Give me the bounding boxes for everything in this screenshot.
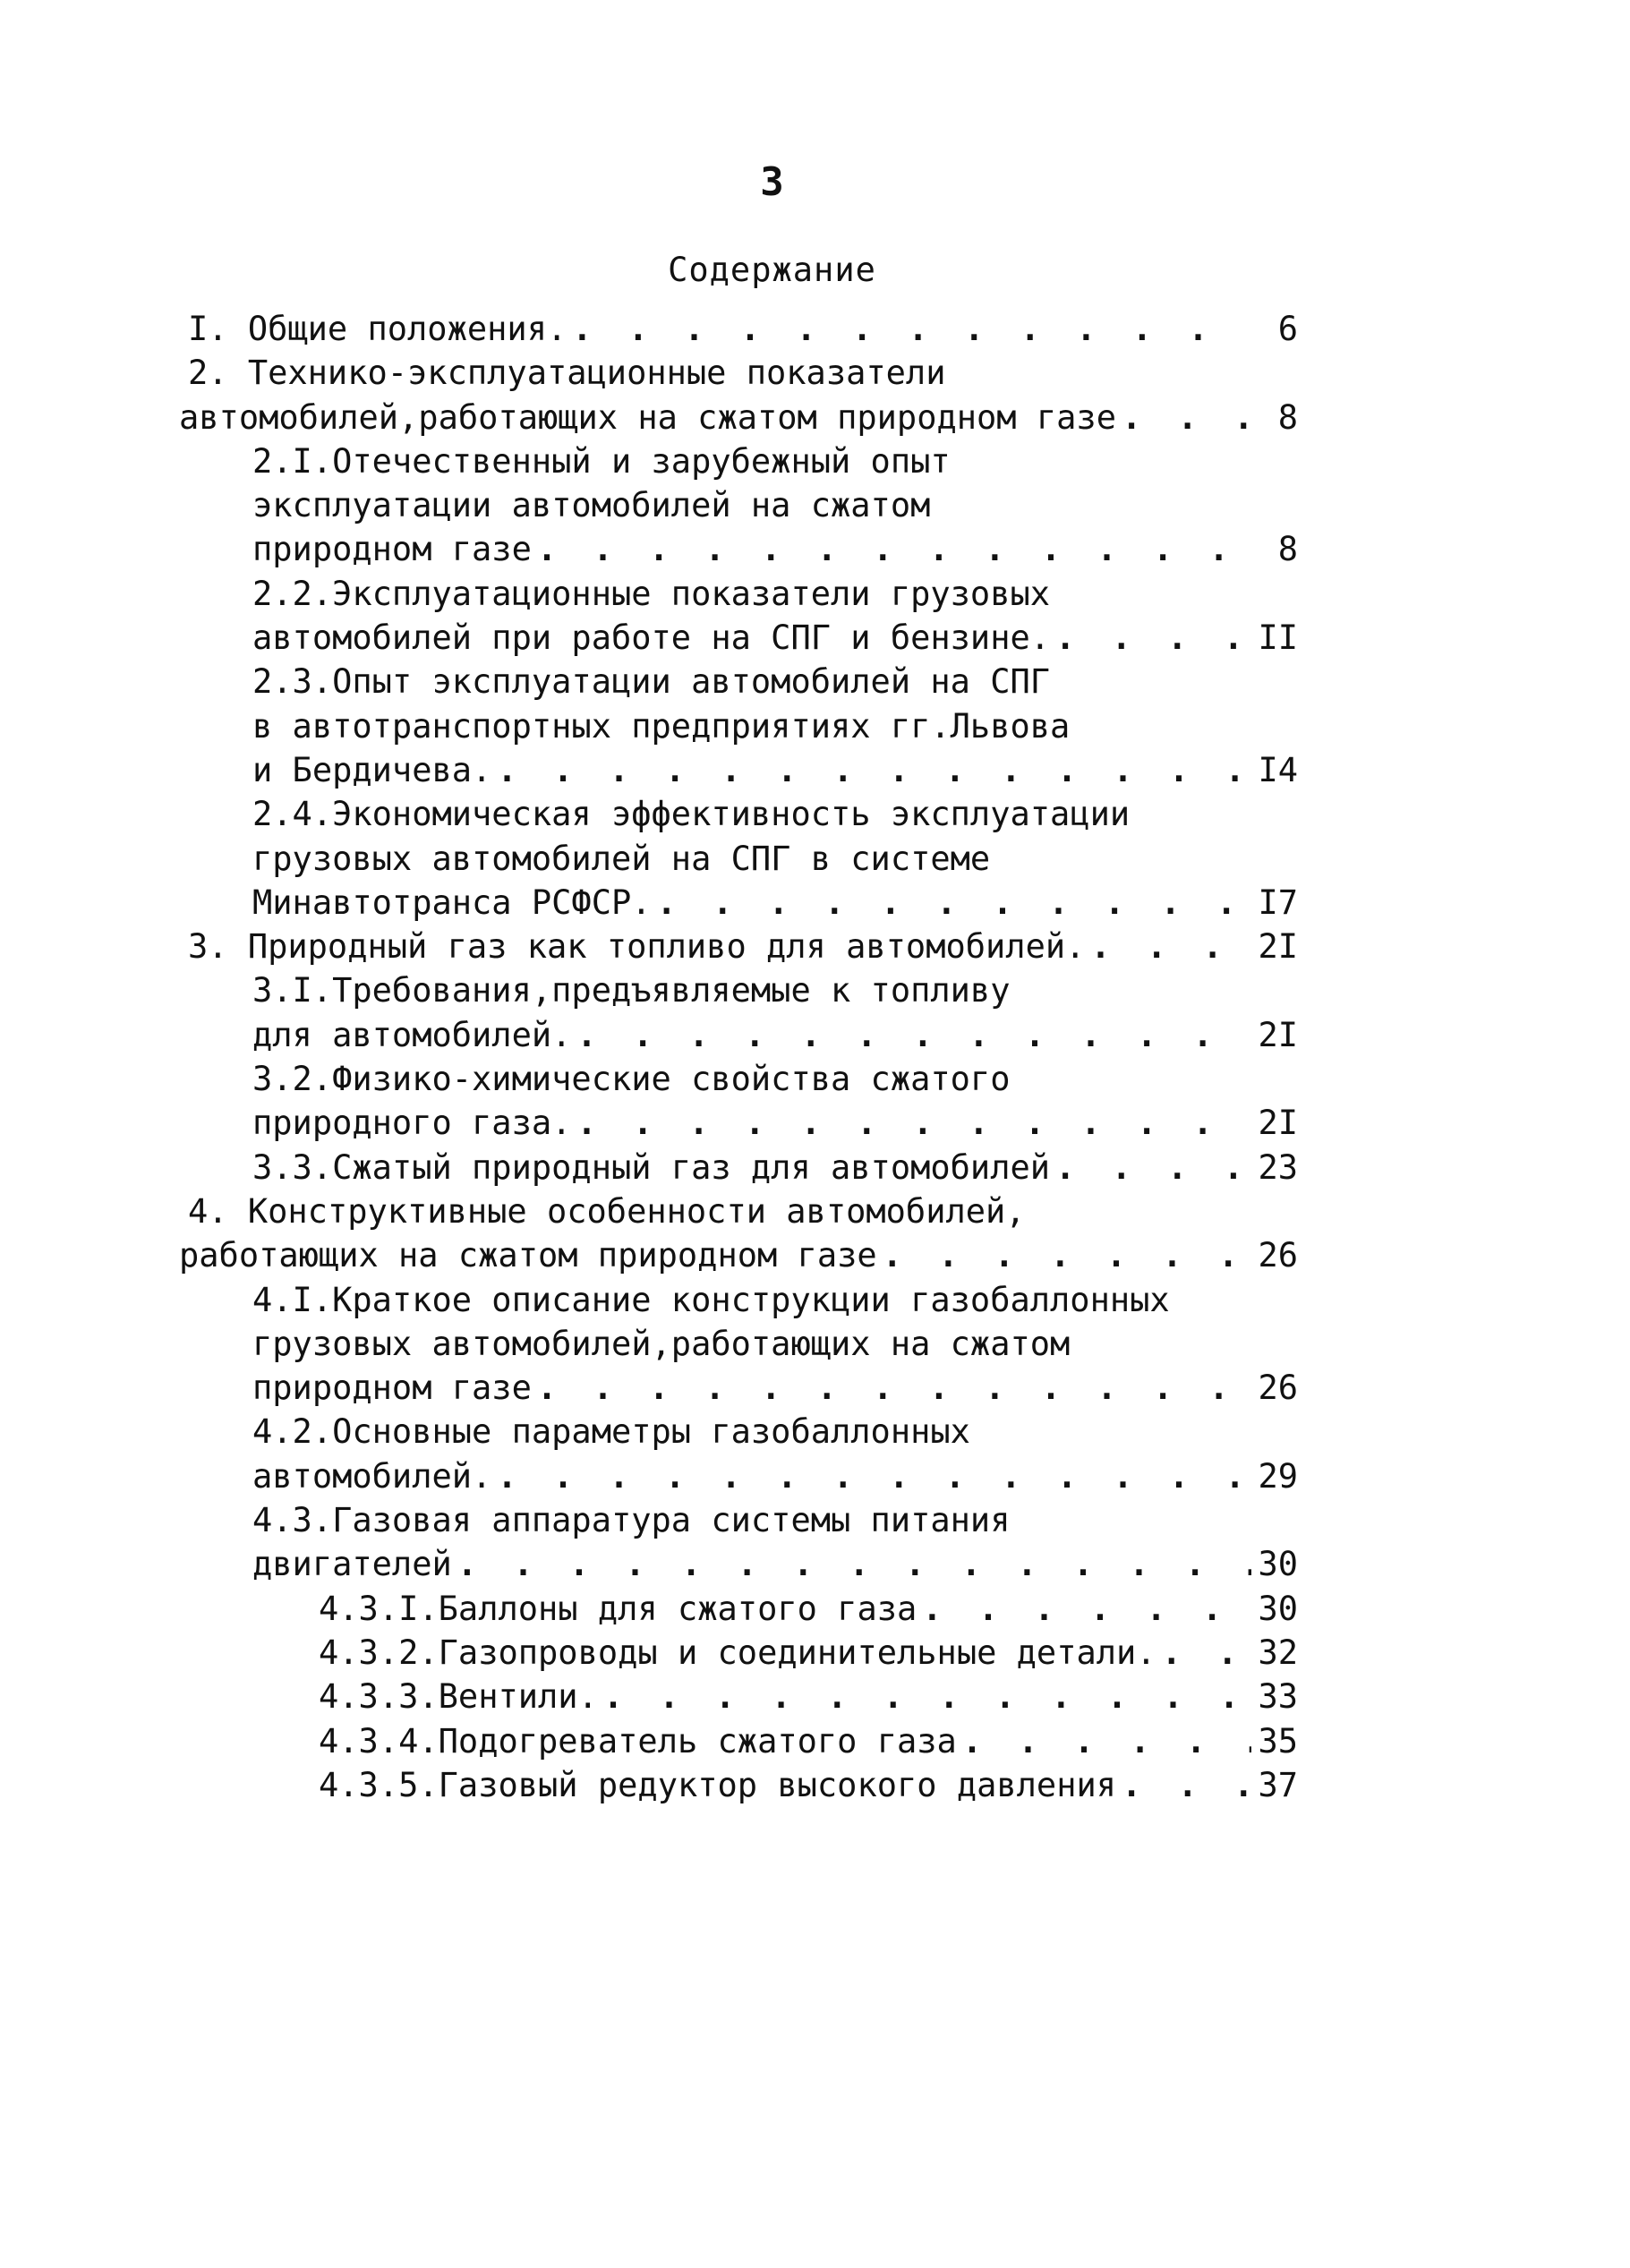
toc-entry-text: 4.3.3.Вентили. bbox=[319, 1677, 598, 1717]
toc-entry-2-4[interactable] bbox=[188, 792, 1298, 925]
toc-entry-text: 4.2.Основные параметры газобаллонных bbox=[252, 1412, 970, 1452]
dot-leader bbox=[1090, 925, 1251, 968]
toc-page-number: 37 bbox=[1258, 1765, 1298, 1804]
toc-entry-text: эксплуатации автомобилей на сжатом bbox=[252, 486, 931, 525]
toc-entry-text: 4.3.Газовая аппаратура системы питания bbox=[252, 1501, 1011, 1540]
toc-entry-text: автомобилей,работающих на сжатом природном газе bbox=[179, 397, 1116, 437]
dot-leader bbox=[1162, 1631, 1251, 1675]
dot-leader bbox=[497, 748, 1251, 792]
toc-page-number: 8 bbox=[1277, 530, 1298, 569]
toc-entry-2-2[interactable] bbox=[188, 572, 1298, 661]
toc-entry-text: Минавтотранса РСФСР. bbox=[252, 882, 652, 922]
dot-leader bbox=[657, 881, 1251, 925]
toc-entry-text: 2. Технико-эксплуатационные показатели bbox=[188, 354, 946, 393]
toc-entry-text: 2.I.Отечественный и зарубежный опыт bbox=[252, 441, 951, 481]
dot-leader bbox=[576, 1013, 1251, 1057]
toc-page-number: 2I bbox=[1258, 1015, 1298, 1054]
dot-leader bbox=[883, 1233, 1251, 1277]
toc-page-number: 30 bbox=[1258, 1545, 1298, 1584]
dot-leader bbox=[1122, 1763, 1251, 1807]
toc-entry-text: 3.I.Требования,предъявляемые к топливу bbox=[252, 971, 1011, 1010]
toc-page-number: II bbox=[1258, 618, 1298, 658]
toc-entry-4-2[interactable] bbox=[188, 1410, 1298, 1498]
toc-entry-text: грузовых автомобилей на СПГ в системе bbox=[252, 839, 991, 878]
toc-entry-text: 2.4.Экономическая эффективность эксплуатации bbox=[252, 795, 1131, 834]
toc-entry-4[interactable] bbox=[179, 1189, 1298, 1278]
toc-page-number: 26 bbox=[1258, 1368, 1298, 1408]
toc-entry-3-3[interactable] bbox=[188, 1146, 1298, 1189]
toc-page-number: 32 bbox=[1258, 1633, 1298, 1672]
toc-entry-text: 3.2.Физико-химические свойства сжатого bbox=[252, 1060, 1011, 1099]
dot-leader bbox=[1055, 1146, 1251, 1189]
toc-entry-text: автомобилей. bbox=[252, 1456, 492, 1496]
dot-leader bbox=[1055, 616, 1251, 660]
toc-entry-text: 2.2.Эксплуатационные показатели грузовых bbox=[252, 574, 1051, 613]
toc-entry-text: 4. Конструктивные особенности автомобилей, bbox=[188, 1191, 1026, 1231]
toc-page-number: 26 bbox=[1258, 1236, 1298, 1275]
toc-entry-text: 3.3.Сжатый природный газ для автомобилей bbox=[252, 1147, 1051, 1187]
toc-entry-text: 2.3.Опыт эксплуатации автомобилей на СПГ bbox=[252, 662, 1051, 702]
toc-page-number: 23 bbox=[1258, 1147, 1298, 1187]
page-number: 3 bbox=[760, 159, 784, 205]
toc-entry-4-3-3[interactable] bbox=[188, 1675, 1298, 1718]
toc-page-number: 30 bbox=[1258, 1589, 1298, 1628]
table-of-contents bbox=[179, 307, 1298, 1807]
toc-entry-text: 3. Природный газ как топливо для автомобилей. bbox=[188, 927, 1086, 967]
toc-page-number: 33 bbox=[1258, 1677, 1298, 1717]
toc-entry-4-3-1[interactable] bbox=[188, 1587, 1298, 1631]
toc-entry-text: автомобилей при работе на СПГ и бензине. bbox=[252, 618, 1051, 658]
toc-page-number: I4 bbox=[1258, 750, 1298, 789]
toc-page-number: 35 bbox=[1258, 1721, 1298, 1761]
toc-entry-2-3[interactable] bbox=[188, 660, 1298, 792]
toc-entry-2-1[interactable] bbox=[188, 439, 1298, 572]
toc-entry-4-3[interactable] bbox=[188, 1498, 1298, 1587]
toc-entry-text: природном газе bbox=[252, 530, 532, 569]
toc-page-number: 6 bbox=[1277, 310, 1298, 348]
dot-leader bbox=[457, 1542, 1251, 1586]
toc-entry-text: природного газа. bbox=[252, 1104, 572, 1143]
toc-entry-text: природном газе bbox=[252, 1368, 532, 1408]
dot-leader bbox=[1122, 396, 1251, 439]
toc-page-number: 8 bbox=[1277, 397, 1298, 437]
toc-page-number: I7 bbox=[1258, 882, 1298, 922]
toc-entry-text: двигателей bbox=[252, 1545, 452, 1584]
toc-entry-text: I. Общие положения. bbox=[188, 310, 568, 348]
toc-entry-2[interactable] bbox=[179, 351, 1298, 439]
toc-entry-1[interactable] bbox=[188, 307, 1298, 351]
toc-entry-4-1[interactable] bbox=[188, 1278, 1298, 1411]
dot-leader bbox=[962, 1719, 1251, 1763]
toc-page-number: 29 bbox=[1258, 1456, 1298, 1496]
dot-leader bbox=[603, 1675, 1251, 1718]
dot-leader bbox=[537, 1366, 1251, 1410]
toc-entry-text: 4.3.I.Баллоны для сжатого газа bbox=[319, 1589, 917, 1628]
toc-entry-text: 4.I.Краткое описание конструкции газобаллонных bbox=[252, 1280, 1170, 1319]
dot-leader bbox=[576, 1101, 1251, 1145]
toc-entry-text: грузовых автомобилей,работающих на сжатом bbox=[252, 1324, 1071, 1363]
toc-entry-3[interactable] bbox=[188, 925, 1298, 968]
toc-entry-text: 4.3.4.Подогреватель сжатого газа bbox=[319, 1721, 957, 1761]
toc-entry-3-2[interactable] bbox=[188, 1057, 1298, 1146]
dot-leader bbox=[497, 1454, 1251, 1498]
dot-leader bbox=[922, 1587, 1251, 1631]
toc-entry-text: 4.3.2.Газопроводы и соединительные детали. bbox=[319, 1633, 1156, 1672]
toc-entry-3-1[interactable] bbox=[188, 968, 1298, 1057]
dot-leader bbox=[537, 527, 1251, 571]
toc-entry-text: работающих на сжатом природном газе bbox=[179, 1236, 877, 1275]
toc-entry-4-3-5[interactable] bbox=[188, 1763, 1298, 1807]
toc-entry-text: в автотранспортных предприятиях гг.Львова bbox=[252, 706, 1071, 746]
toc-page-number: 2I bbox=[1258, 1104, 1298, 1143]
toc-title: Содержание bbox=[668, 251, 876, 289]
toc-page-number: 2I bbox=[1258, 927, 1298, 967]
toc-entry-text: 4.3.5.Газовый редуктор высокого давления bbox=[319, 1765, 1117, 1804]
dot-leader bbox=[572, 307, 1251, 351]
toc-entry-4-3-2[interactable] bbox=[188, 1631, 1298, 1675]
toc-entry-text: и Бердичева. bbox=[252, 750, 492, 789]
toc-entry-text: для автомобилей. bbox=[252, 1015, 572, 1054]
toc-entry-4-3-4[interactable] bbox=[188, 1719, 1298, 1763]
